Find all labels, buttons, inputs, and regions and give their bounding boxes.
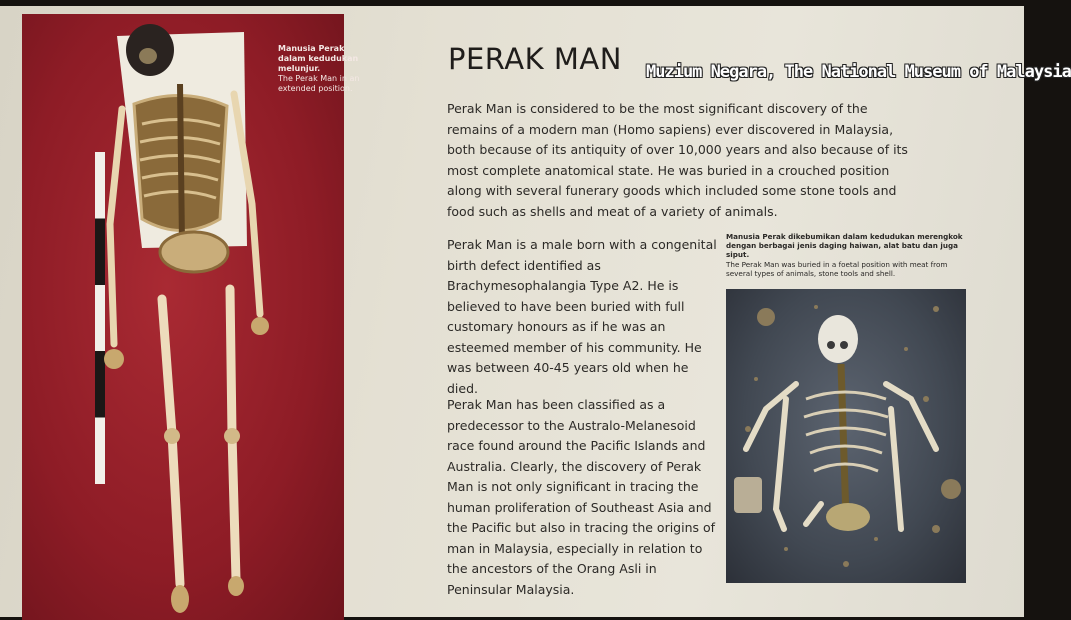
foetal-skull	[818, 315, 858, 363]
caption-malay: Manusia Perak dalam kedudukan melunjur.	[278, 44, 359, 73]
exhibit-panel	[0, 6, 1071, 617]
birth-defect-paragraph: Perak Man is a male born with a congenital birth defect identified as Brachymesophalangia Type A2. He is believed to have been buried with full customary honours as if he was an esteemed member of his community. He was between 40-45 years old when he died.	[447, 237, 717, 396]
foetal-pelvis	[826, 503, 870, 531]
stone-tool	[734, 477, 762, 513]
crouched-skeleton-image	[726, 289, 966, 583]
skeleton-photo-panel	[22, 14, 360, 620]
left-foot-bones	[171, 585, 189, 613]
pelvis	[160, 232, 228, 272]
intro-paragraph: Perak Man is considered to be the most significant discovery of the remains of a modern man (Homo sapiens) ever discovered in Malaysia, both because of its antiquity of over 10,000 years and also because of its most complete anatomical state. He was buried in a crouched position along with several funerary goods which included some stone tools and food such as shells and meat of a variety of animals.	[447, 101, 908, 219]
right-knee	[224, 428, 240, 444]
extended-skeleton-image	[22, 14, 344, 620]
photo-caption-malay: Manusia Perak dikebumikan dalam kedudukan merengkok dengan berbagai jenis daging haiwan, alat batu dan juga siput.	[726, 232, 963, 260]
skull-face	[139, 48, 157, 64]
extended-position-caption	[278, 44, 362, 94]
spine	[180, 84, 182, 244]
panel-title: PERAK MAN	[448, 42, 622, 76]
burial-photo	[726, 289, 966, 583]
photo-caption-english: The Perak Man was buried in a foetal position with meat from several types of animals, stone tools and shell.	[726, 259, 948, 278]
museum-watermark: Muzium Negara, The National Museum of Malaysia	[646, 62, 1071, 82]
right-hand-bones	[251, 317, 269, 335]
left-hand-bones	[104, 349, 124, 369]
left-knee	[164, 428, 180, 444]
foetal-spine	[841, 364, 846, 519]
caption-english: The Perak Man in an extended position.	[278, 74, 360, 93]
foetal-position-caption	[726, 232, 964, 278]
right-foot-bones	[228, 576, 244, 596]
classification-paragraph: Perak Man has been classified as a predecessor to the Australo-Melanesoid race found around the Pacific Islands and Australia. Clearly, the discovery of Perak Man is not only significant in tracing the human proliferation of Southeast Asia and the Pacific but also in tracing the origins of man in Malaysia, especially in relation to the ancestors of the Orang Asli in Peninsular Malaysia.	[447, 397, 716, 597]
